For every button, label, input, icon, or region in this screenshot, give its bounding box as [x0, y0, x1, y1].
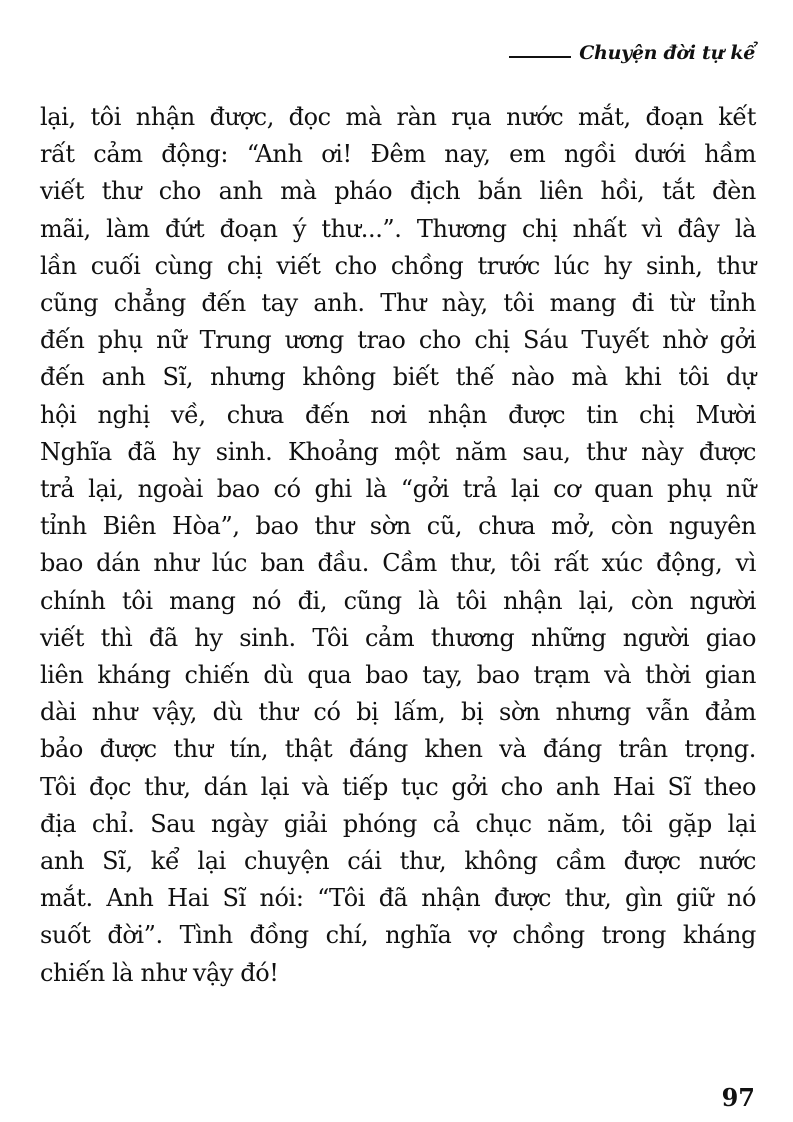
text-line: bao dán như lúc ban đầu. Cầm thư, tôi rất xúc động, vì: [40, 549, 756, 578]
text-line: Tôi đọc thư, dán lại và tiếp tục gởi cho anh Hai Sĩ theo: [40, 772, 756, 801]
text-line: tỉnh Biên Hòa”, bao thư sờn cũ, chưa mở, còn nguyên: [40, 512, 756, 541]
text-line: suốt đời”. Tình đồng chí, nghĩa vợ chồng trong kháng: [40, 921, 756, 950]
text-line: mắt. Anh Hai Sĩ nói: “Tôi đã nhận được thư, gìn giữ nó: [40, 884, 756, 913]
text-line: dài như vậy, dù thư có bị lấm, bị sờn nhưng vẫn đảm: [40, 698, 756, 727]
text-line: lại, tôi nhận được, đọc mà ràn rụa nước mắt, đoạn kết: [40, 103, 756, 131]
text-line: mãi, làm đứt đoạn ý thư...”. Thương chị nhất vì đây là: [40, 214, 756, 243]
text-line: địa chỉ. Sau ngày giải phóng cả chục năm, tôi gặp lại: [40, 809, 756, 838]
text-line: cũng chẳng đến tay anh. Thư này, tôi mang đi từ tỉnh: [40, 289, 756, 318]
text-line: chiến là như vậy đó!: [40, 958, 279, 987]
text-line: rất cảm động: “Anh ơi! Đêm nay, em ngồi dưới hầm: [40, 140, 756, 169]
text-line: trả lại, ngoài bao có ghi là “gởi trả lại cơ quan phụ nữ: [40, 475, 756, 504]
text-line: viết thì đã hy sinh. Tôi cảm thương những người giao: [40, 623, 756, 652]
text-line: bảo được thư tín, thật đáng khen và đáng trân trọng.: [40, 735, 756, 764]
text-line: liên kháng chiến dù qua bao tay, bao trạm và thời gian: [40, 661, 756, 690]
body-text: [40, 99, 756, 992]
text-line: Nghĩa đã hy sinh. Khoảng một năm sau, thư này được: [40, 437, 756, 466]
text-line: đến phụ nữ Trung ương trao cho chị Sáu Tuyết nhờ gởi: [40, 326, 756, 355]
text-line: lần cuối cùng chị viết cho chồng trước lúc hy sinh, thư: [40, 251, 756, 280]
text-line: hội nghị về, chưa đến nơi nhận được tin chị Mười: [40, 400, 756, 429]
text-line: đến anh Sĩ, nhưng không biết thế nào mà khi tôi dự: [40, 363, 756, 392]
text-line: anh Sĩ, kể lại chuyện cái thư, không cầm được nước: [40, 847, 756, 876]
page-number: 97: [721, 1083, 755, 1112]
running-header: [509, 42, 755, 64]
text-line: viết thư cho anh mà pháo địch bắn liên hồi, tắt đèn: [40, 177, 756, 206]
book-title: Chuyện đời tự kể: [579, 42, 755, 64]
text-line: chính tôi mang nó đi, cũng là tôi nhận lại, còn người: [40, 586, 756, 615]
header-rule: [509, 56, 571, 58]
